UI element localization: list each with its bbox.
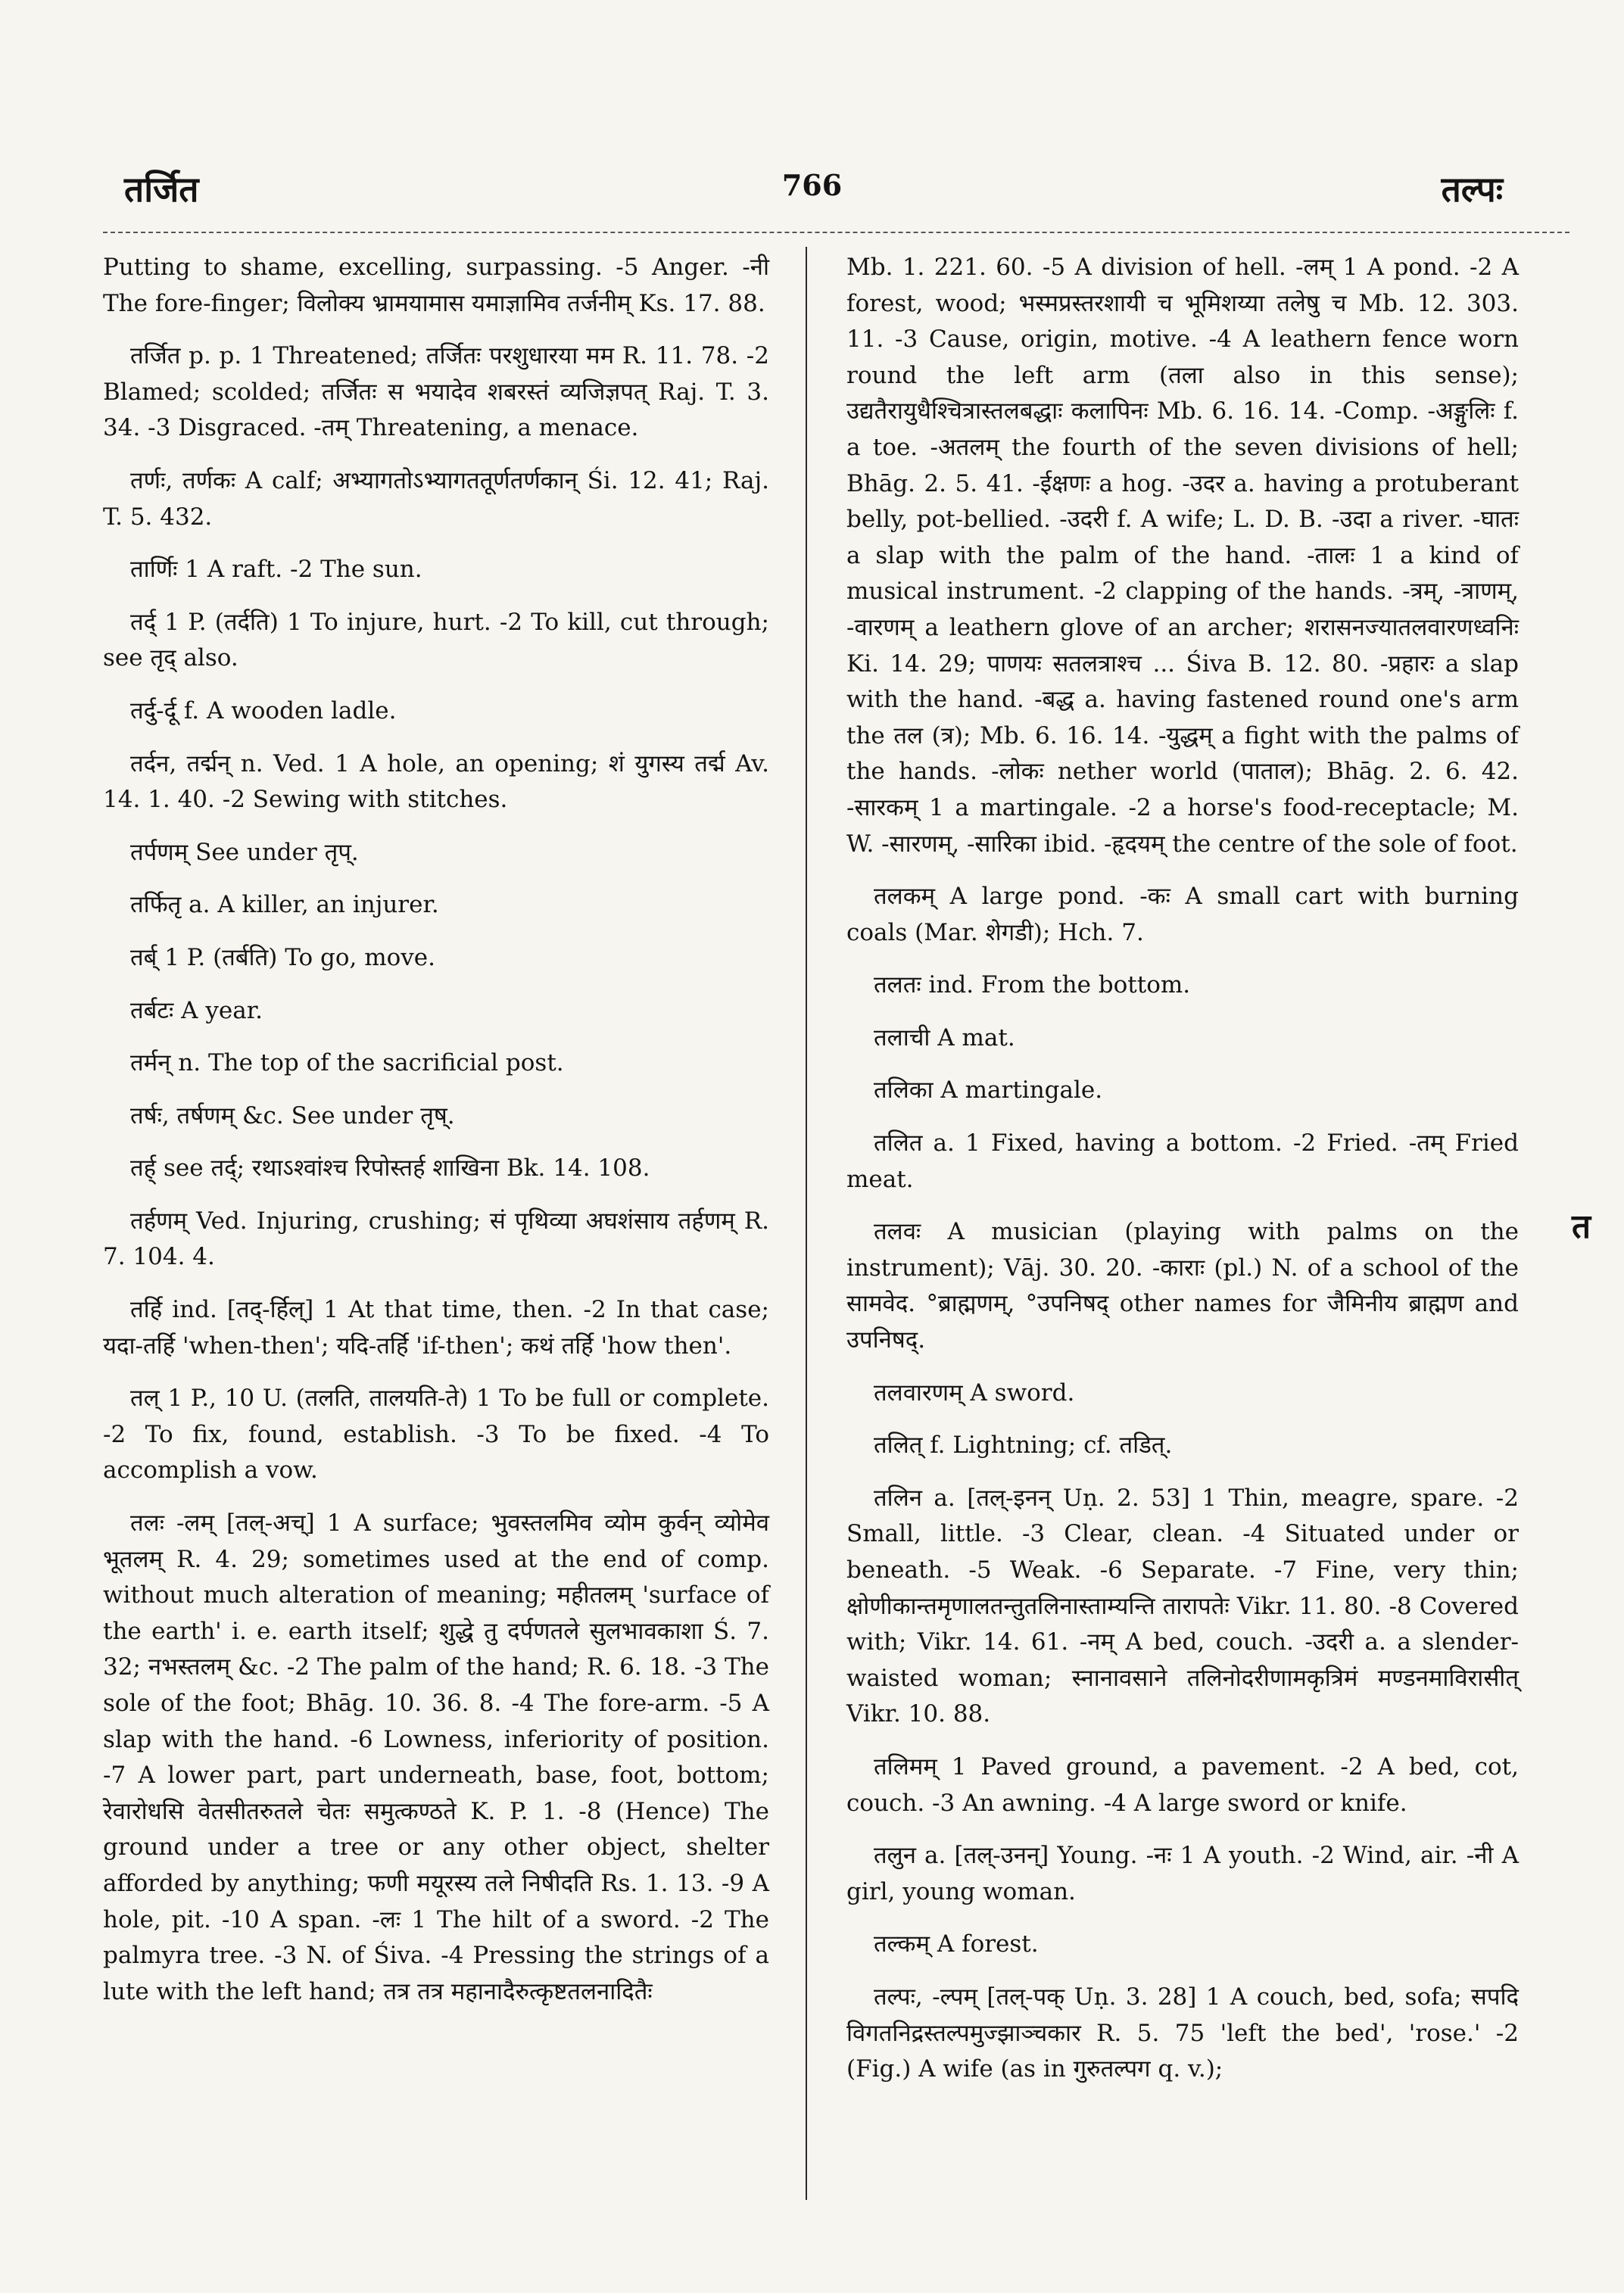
dictionary-entry: तल्कम् A forest. xyxy=(874,1930,1039,1958)
dictionary-entry: तलिका A martingale. xyxy=(874,1076,1103,1104)
dictionary-entry: तर्ब् 1 P. (तर्बति) To go, move. xyxy=(130,943,435,971)
dictionary-entry: तलित a. 1 Fixed, having a bottom. -2 Fried. -तम् Fried meat. xyxy=(846,1129,1519,1193)
dictionary-entry: तल् 1 P., 10 U. (तलति, तालयति-ते) 1 To be full or complete. -2 To fix, found, establish. -3 To be fixed. -4 To accomplish a vow. xyxy=(103,1385,769,1485)
dictionary-entry: तर्हणम् Ved. Injuring, crushing; सं पृथिव्या अघशंसाय तर्हणम् R. 7. 104. 4. xyxy=(103,1207,769,1271)
dictionary-entry: तलिन a. [तल्-इनन् Uṇ. 2. 53] 1 Thin, meagre, spare. -2 Small, little. -3 Clear, clean. -4 Situated under or beneath. -5 Weak. -6 Separate. -7 Fine, very thin; क्षोणीकान्तमृणालतन्तुतलिनास्ताम्यन्ति तारापतेः Vikr. 11. 80. -8 Covered with; Vikr. 14. 61. -नम् A bed, couch. -उदरी a. a slender-waisted woman; स्नानावसाने तलिनोदरीणामकृत्रिमं मण्डनमाविरासीत् Vikr. 10. 88. xyxy=(846,1484,1519,1728)
page-header xyxy=(106,165,1518,218)
dictionary-entry: तलकम् A large pond. -कः A small cart with burning coals (Mar. शेगडी); Hch. 7. xyxy=(846,883,1519,946)
right-column xyxy=(846,250,1519,2105)
dictionary-entry: तलुन a. [तल्-उनन्] Young. -नः 1 A youth. -2 Wind, air. -नी A girl, young woman. xyxy=(846,1842,1519,1905)
dictionary-entry: Mb. 1. 221. 60. -5 A division of hell. -लम् 1 A pond. -2 A forest, wood; भस्मप्रस्तरशायी च भूमिशय्या तलेषु च Mb. 12. 303. 11. -3 Cause, origin, motive. -4 A leathern fence worn round the left arm (तला also in this sense); उद्यतैरायुधैश्चित्रास्तलबद्धाः कलापिनः Mb. 6. 16. 14. -Comp. -अङ्गुलिः f. a toe. -अतलम् the fourth of the seven divisions of hell; Bhāg. 2. 5. 41. -ईक्षणः a hog. -उदर a. having a protuberant belly, pot-bellied. -उदरी f. A wife; L. D. B. -उदा a river. -घातः a slap with the palm of the hand. -तालः 1 a kind of musical instrument. -2 clapping of the hands. -त्रम्, -त्राणम्, -वारणम् a leathern glove of an archer; शरासनज्यातलवारणध्वनिः Ki. 14. 29; पाणयः सतलत्राश्च ... Śiva B. 12. 80. -प्रहारः a slap with the hand. -बद्ध a. having fastened round one's arm the तल (त्र); Mb. 6. 16. 14. -युद्धम् a fight with the palms of the hands. -लोकः nether world (पाताल); Bhāg. 2. 6. 42. -सारकम् 1 a martingale. -2 a horse's food-receptacle; M. W. -सारणम्, -सारिका ibid. -हृदयम् the centre of the sole of foot. xyxy=(846,254,1519,858)
dictionary-entry: तर्णः, तर्णकः A calf; अभ्यागतोऽभ्यागततूर्णतर्णकान् Śi. 12. 41; Raj. T. 5. 432. xyxy=(103,466,769,531)
dictionary-entry: तर्मन् n. The top of the sacrificial post. xyxy=(130,1049,564,1077)
page-number: 766 xyxy=(781,168,843,202)
right-running-headword: तल्पः xyxy=(1441,169,1503,210)
thumb-index-marker: त xyxy=(1572,1207,1591,1246)
dictionary-entry: तर्पणम् See under तृप्. xyxy=(130,838,359,866)
dictionary-entry: तार्णिः 1 A raft. -2 The sun. xyxy=(130,556,422,584)
dictionary-entry: तर्जित p. p. 1 Threatened; तर्जितः परशुधारया मम R. 11. 78. -2 Blamed; scolded; तर्जितः स भयादेव शबरस्तं व्यजिज्ञपत् Raj. T. 3. 34. -3 Disgraced. -तम् Threatening, a menace. xyxy=(103,342,769,442)
dictionary-entry: तर्ह् see तर्द्; रथाऽश्वांश्च रिपोस्तर्ह शाखिना Bk. 14. 108. xyxy=(130,1154,650,1182)
dictionary-entry: तलित् f. Lightning; cf. तडित्. xyxy=(874,1432,1173,1460)
dictionary-entry: Putting to shame, excelling, surpassing. -5 Anger. -नी The fore-finger; विलोक्य भ्रामयामास यमाज्ञामिव तर्जनीम् Ks. 17. 88. xyxy=(103,254,769,317)
left-column xyxy=(103,250,769,2027)
dictionary-entry: तर्षः, तर्षणम् &c. See under तृष्. xyxy=(130,1101,455,1129)
dictionary-entry: तल्पः, -ल्पम् [तल्-पक् Uṇ. 3. 28] 1 A couch, bed, sofa; सपदि विगतनिद्रस्तल्पमुज्झाञ्चकार R. 5. 75 'left the bed', 'rose.' -2 (Fig.) A wife (as in गुरुतल्पग q. v.); xyxy=(846,1983,1519,2083)
dictionary-entry: तर्फितृ a. A killer, an injurer. xyxy=(130,891,439,919)
column-divider xyxy=(806,247,807,2200)
dictionary-entry: तलः -लम् [तल्-अच्] 1 A surface; भुवस्तलमिव व्योम कुर्वन् व्योमेव भूतलम् R. 4. 29; sometimes used at the end of comp. without much alteration of meaning; महीतलम् 'surface of the earth' i. e. earth itself; शुद्धे तु दर्पणतले सुलभावकाशा Ś. 7. 32; नभस्तलम् &c. -2 The palm of the hand; R. 6. 18. -3 The sole of the foot; Bhāg. 10. 36. 8. -4 The fore-arm. -5 A slap with the hand. -6 Lowness, inferiority of position. -7 A lower part, part underneath, base, foot, bottom; रेवारोधसि वेतसीतरुतले चेतः समुत्कण्ठते K. P. 1. -8 (Hence) The ground under a tree or any other object, shelter afforded by anything; फणी मयूरस्य तले निषीदति Rs. 1. 13. -9 A hole, pit. -10 A span. -लः 1 The hilt of a sword. -2 The palmyra tree. -3 N. of Śiva. -4 Pressing the strings of a lute with the left hand; तत्र तत्र महानादैरुत्कृष्टतलनादितैः xyxy=(103,1509,769,2005)
dictionary-entry: तर्दु-र्दू f. A wooden ladle. xyxy=(130,696,397,724)
dictionary-entry: तर्हि ind. [तद्-र्हिल्] 1 At that time, then. -2 In that case; यदा-तर्हि 'when-then'; यदि-तर्हि 'if-then'; कथं तर्हि 'how then'. xyxy=(103,1296,769,1360)
dictionary-entry: तलिमम् 1 Paved ground, a pavement. -2 A bed, cot, couch. -3 An awning. -4 A large sword or knife. xyxy=(846,1752,1519,1817)
dictionary-entry: तलाची A mat. xyxy=(874,1023,1015,1051)
dictionary-entry: तर्दन, तर्द्मन् n. Ved. 1 A hole, an opening; शं युगस्य तर्द्म Av. 14. 1. 40. -2 Sewing with stitches. xyxy=(103,749,769,814)
dictionary-entry: तलवः A musician (playing with palms on the instrument); Vāj. 30. 20. -काराः (pl.) N. of a school of the सामवेद. °ब्राह्मणम्, °उपनिषद् other names for जैमिनीय ब्राह्मण and उपनिषद्. xyxy=(846,1218,1519,1354)
dictionary-entry: तलतः ind. From the bottom. xyxy=(874,971,1191,999)
dictionary-entry: तर्द् 1 P. (तर्दति) 1 To injure, hurt. -2 To kill, cut through; see तृद् also. xyxy=(103,608,769,672)
left-running-headword: तर्जित xyxy=(124,169,199,210)
header-rule xyxy=(103,232,1569,233)
dictionary-entry: तर्बटः A year. xyxy=(130,996,263,1024)
dictionary-entry: तलवारणम् A sword. xyxy=(874,1379,1075,1407)
